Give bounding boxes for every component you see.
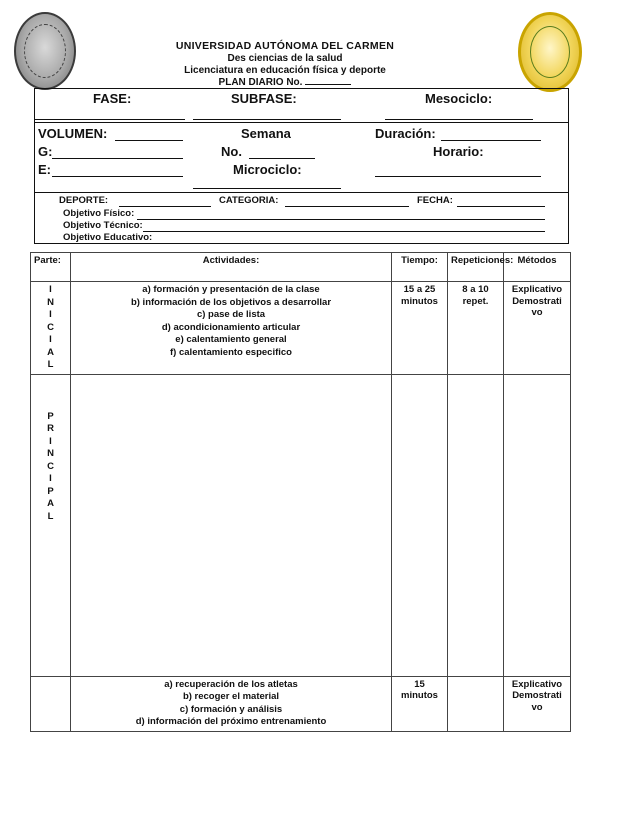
- objetivo-educativo-blank[interactable]: [155, 243, 545, 244]
- university-seal-left: [14, 12, 76, 90]
- actividades-principal[interactable]: [71, 374, 392, 676]
- metodos-principal[interactable]: [504, 374, 571, 676]
- objetivo-fisico-blank[interactable]: [137, 219, 545, 220]
- table-row-principal: [31, 374, 571, 676]
- semana-no-blank[interactable]: [249, 158, 315, 159]
- mesociclo-blank[interactable]: [385, 119, 533, 120]
- fase-label: FASE:: [93, 91, 132, 106]
- e-blank[interactable]: [52, 176, 183, 177]
- phase-row: [35, 89, 568, 123]
- plan-number: [150, 77, 420, 88]
- parte-principal: P R I N C I P A L: [31, 374, 71, 676]
- duracion-blank[interactable]: [441, 140, 541, 141]
- plan-number-blank[interactable]: [305, 77, 351, 85]
- fase-blank[interactable]: [35, 119, 185, 120]
- semana-no-label: No.: [221, 144, 242, 159]
- tiempo-final: 15 minutos: [392, 676, 448, 731]
- table-row-inicial: [31, 282, 571, 375]
- objetivo-tecnico-label: Objetivo Técnico:: [63, 220, 143, 231]
- categoria-label: CATEGORIA:: [219, 195, 279, 206]
- subfase-blank[interactable]: [193, 119, 341, 120]
- semana-label: Semana: [241, 126, 291, 141]
- e-label: E:: [38, 162, 51, 177]
- horario-blank[interactable]: [375, 176, 541, 177]
- volumen-label: VOLUMEN:: [38, 126, 108, 141]
- g-blank[interactable]: [52, 158, 183, 159]
- parte-inicial: I N I C I A L: [31, 282, 71, 375]
- header-actividades: Actividades:: [71, 253, 392, 282]
- duracion-label: Duración:: [375, 126, 436, 141]
- header-tiempo: Tiempo:: [392, 253, 448, 282]
- parte-final: [31, 676, 71, 731]
- horario-label: Horario:: [433, 144, 484, 159]
- mesociclo-label: Mesociclo:: [425, 91, 493, 106]
- plan-label: PLAN DIARIO No.: [218, 77, 303, 88]
- section-divider: [35, 192, 568, 193]
- microciclo-blank[interactable]: [193, 188, 341, 189]
- program-subtitle: Licenciatura en educación física y deporte: [184, 65, 386, 76]
- activities-table: [30, 252, 571, 732]
- microciclo-label: Microciclo:: [233, 162, 302, 177]
- subfase-label: SUBFASE:: [231, 91, 297, 106]
- fecha-label: FECHA:: [417, 195, 453, 206]
- deporte-label: DEPORTE:: [59, 195, 109, 206]
- table-row-final: [31, 676, 571, 731]
- fecha-blank[interactable]: [457, 206, 545, 207]
- categoria-blank[interactable]: [285, 206, 409, 207]
- header-metodos: Métodos: [504, 253, 571, 282]
- table-header-row: [31, 253, 571, 282]
- repeticiones-inicial: 8 a 10 repet.: [448, 282, 504, 375]
- header-parte: Parte:: [31, 253, 71, 282]
- objetivo-fisico-label: Objetivo Físico:: [63, 208, 135, 219]
- actividades-inicial: a) formación y presentación de la clase b) información de los objetivos a desarrollar c) pase de lista d) acondicionamiento articular e) calentamiento general f) calentamiento especifico: [71, 282, 392, 375]
- plan-header-form: [34, 88, 569, 244]
- header-repeticiones: Repeticiones:: [448, 253, 504, 282]
- university-title: UNIVERSIDAD AUTÓNOMA DEL CARMEN: [175, 40, 395, 52]
- g-label: G:: [38, 144, 53, 159]
- repeticiones-final[interactable]: [448, 676, 504, 731]
- objetivo-educativo-label: Objetivo Educativo:: [63, 232, 153, 243]
- tiempo-principal[interactable]: [392, 374, 448, 676]
- tiempo-inicial: 15 a 25 minutos: [392, 282, 448, 375]
- repeticiones-principal[interactable]: [448, 374, 504, 676]
- faculty-subtitle: Des ciencias de la salud: [227, 53, 343, 64]
- volumen-blank[interactable]: [115, 140, 183, 141]
- metodos-final: Explicativo Demostrati vo: [504, 676, 571, 731]
- faculty-seal-right: [518, 12, 582, 92]
- deporte-blank[interactable]: [119, 206, 211, 207]
- metodos-inicial: Explicativo Demostrati vo: [504, 282, 571, 375]
- objetivo-tecnico-blank[interactable]: [143, 231, 545, 232]
- actividades-final: a) recuperación de los atletas b) recoger el material c) formación y análisis d) información del próximo entrenamiento: [71, 676, 392, 731]
